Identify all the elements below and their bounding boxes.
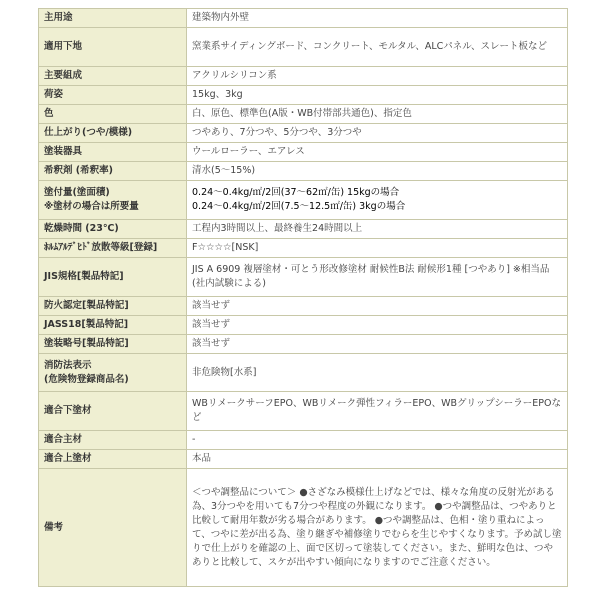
spec-label-line: ※塗材の場合は所要量	[44, 201, 139, 212]
spec-value	[187, 335, 568, 354]
spec-row	[39, 28, 568, 67]
spec-row	[39, 124, 568, 143]
spec-label-line: ﾎﾙﾑｱﾙﾃﾞﾋﾄﾞ放散等級[登録]	[44, 242, 158, 253]
spec-label	[39, 181, 187, 220]
spec-row	[39, 67, 568, 86]
spec-value	[187, 297, 568, 316]
spec-value-line: 非危険物[水系]	[192, 366, 257, 378]
spec-row	[39, 258, 568, 297]
spec-label-line: 備考	[44, 521, 64, 533]
spec-label-line: 消防法表示	[44, 359, 92, 371]
spec-value-line: 建築物内外壁	[192, 12, 250, 23]
spec-value-line: WBリメークサーフEPO、WBリメーク弾性フィラーEPO、WBグリップシーラーEPOなど	[192, 398, 561, 423]
spec-value-line: 清水(5～15%)	[192, 165, 256, 176]
spec-value-line: 0.24～0.4kg/㎡/2回(7.5～12.5㎡/缶) 3kgの場合	[192, 201, 406, 212]
spec-row	[39, 162, 568, 181]
spec-value-line: つやあり、7分つや、5分つや、3分つや	[192, 127, 362, 138]
spec-label	[39, 316, 187, 335]
spec-label-line: (危険物登録商品名)	[44, 373, 129, 385]
spec-value-line: 該当せず	[192, 319, 231, 330]
spec-table	[38, 8, 568, 587]
spec-row	[39, 469, 568, 587]
spec-label	[39, 469, 187, 587]
spec-value-line: アクリルシリコン系	[192, 70, 277, 81]
spec-row	[39, 9, 568, 28]
spec-value-line: 工程内3時間以上、最終養生24時間以上	[192, 223, 363, 234]
spec-value-line: 0.24～0.4kg/㎡/2回(37～62㎡/缶) 15kgの場合	[192, 187, 400, 198]
spec-row	[39, 239, 568, 258]
spec-label	[39, 28, 187, 67]
spec-label	[39, 9, 187, 28]
spec-value	[187, 469, 568, 587]
spec-label-line: 防火認定[製品特記]	[44, 300, 129, 311]
spec-value	[187, 431, 568, 450]
spec-label-line: 主要組成	[44, 70, 83, 81]
spec-row	[39, 431, 568, 450]
spec-label-line: 塗付量(塗面積)	[44, 187, 110, 198]
spec-label-line: 荷姿	[44, 89, 64, 100]
spec-value	[187, 392, 568, 431]
spec-table-body	[39, 9, 568, 587]
spec-value	[187, 354, 568, 392]
spec-value	[187, 28, 568, 67]
spec-row	[39, 335, 568, 354]
spec-row	[39, 181, 568, 220]
spec-value-line: ＜つや調整品について＞ ●さざなみ模様仕上げなどでは、様々な角度の反射光がある為、3分つやを用いても7分つや程度の外観になります。 ●つや調整品は、つやありと比較して耐用年数が劣る場合があります。 ●つや調整品は、色相・塗り重ねによって、つやに差が出る為、塗り継ぎや補修塗りでむらを生じやすくなります。予め試し塗りで仕上がりを確認の上、面で区切って塗装してください。また、鮮明な色は、つやありと比較して、スケが出やすい傾向になりますのでご注意ください。	[192, 486, 562, 568]
spec-value	[187, 450, 568, 469]
spec-label-line: 適合下塗材	[44, 405, 92, 416]
spec-label	[39, 258, 187, 297]
spec-label	[39, 220, 187, 239]
spec-value-line: 窯業系サイディングボード、コンクリート、モルタル、ALCパネル、スレート板など	[192, 41, 548, 52]
spec-value	[187, 124, 568, 143]
spec-label-line: 希釈剤 (希釈率)	[44, 165, 113, 176]
spec-label	[39, 335, 187, 354]
spec-value-line: 本品	[192, 453, 212, 464]
spec-label	[39, 431, 187, 450]
spec-row	[39, 105, 568, 124]
spec-value	[187, 239, 568, 258]
spec-label-line: 主用途	[44, 12, 73, 23]
spec-row	[39, 297, 568, 316]
spec-value-line: 白、原色、標準色(A版・WB付帯部共通色)、指定色	[192, 108, 412, 119]
spec-row	[39, 392, 568, 431]
spec-label-line: 色	[44, 108, 54, 119]
spec-label	[39, 86, 187, 105]
spec-value	[187, 105, 568, 124]
spec-label-line: JIS規格[製品特記]	[44, 271, 124, 282]
spec-value-line: 該当せず	[192, 338, 231, 349]
spec-label	[39, 143, 187, 162]
spec-row	[39, 86, 568, 105]
spec-label	[39, 239, 187, 258]
spec-value-line: F☆☆☆☆[NSK]	[192, 242, 259, 253]
spec-label	[39, 297, 187, 316]
spec-value	[187, 258, 568, 297]
spec-label	[39, 450, 187, 469]
spec-value	[187, 86, 568, 105]
spec-label-line: 塗装略号[製品特記]	[44, 338, 129, 349]
spec-value-line: ウールローラー、エアレス	[192, 146, 305, 157]
spec-value	[187, 220, 568, 239]
spec-label	[39, 354, 187, 392]
spec-value	[187, 316, 568, 335]
spec-label-line: 仕上がり(つや/模様)	[44, 127, 133, 138]
spec-row	[39, 143, 568, 162]
spec-sheet	[38, 8, 568, 587]
spec-value	[187, 181, 568, 220]
spec-value-line: JIS A 6909 複層塗材・可とう形改修塗材 耐候性B法 耐候形1種 [つやあり] ※相当品(社内試験による)	[192, 264, 550, 289]
spec-label	[39, 67, 187, 86]
spec-value	[187, 162, 568, 181]
spec-value-line: 該当せず	[192, 300, 231, 311]
spec-label-line: 適合上塗材	[44, 453, 92, 464]
spec-label-line: 塗装器具	[44, 146, 83, 157]
spec-label	[39, 105, 187, 124]
spec-value-line: 15kg、3kg	[192, 89, 243, 100]
spec-value	[187, 143, 568, 162]
spec-value	[187, 9, 568, 28]
spec-label	[39, 392, 187, 431]
spec-value-line: -	[192, 434, 196, 445]
spec-row	[39, 354, 568, 392]
spec-label-line: JASS18[製品特記]	[44, 319, 129, 330]
spec-label	[39, 124, 187, 143]
spec-row	[39, 450, 568, 469]
spec-label-line: 乾燥時間 (23℃)	[44, 223, 119, 234]
spec-label-line: 適用下地	[44, 41, 83, 52]
spec-row	[39, 220, 568, 239]
spec-row	[39, 316, 568, 335]
spec-label-line: 適合主材	[44, 434, 83, 445]
spec-value	[187, 67, 568, 86]
spec-label	[39, 162, 187, 181]
